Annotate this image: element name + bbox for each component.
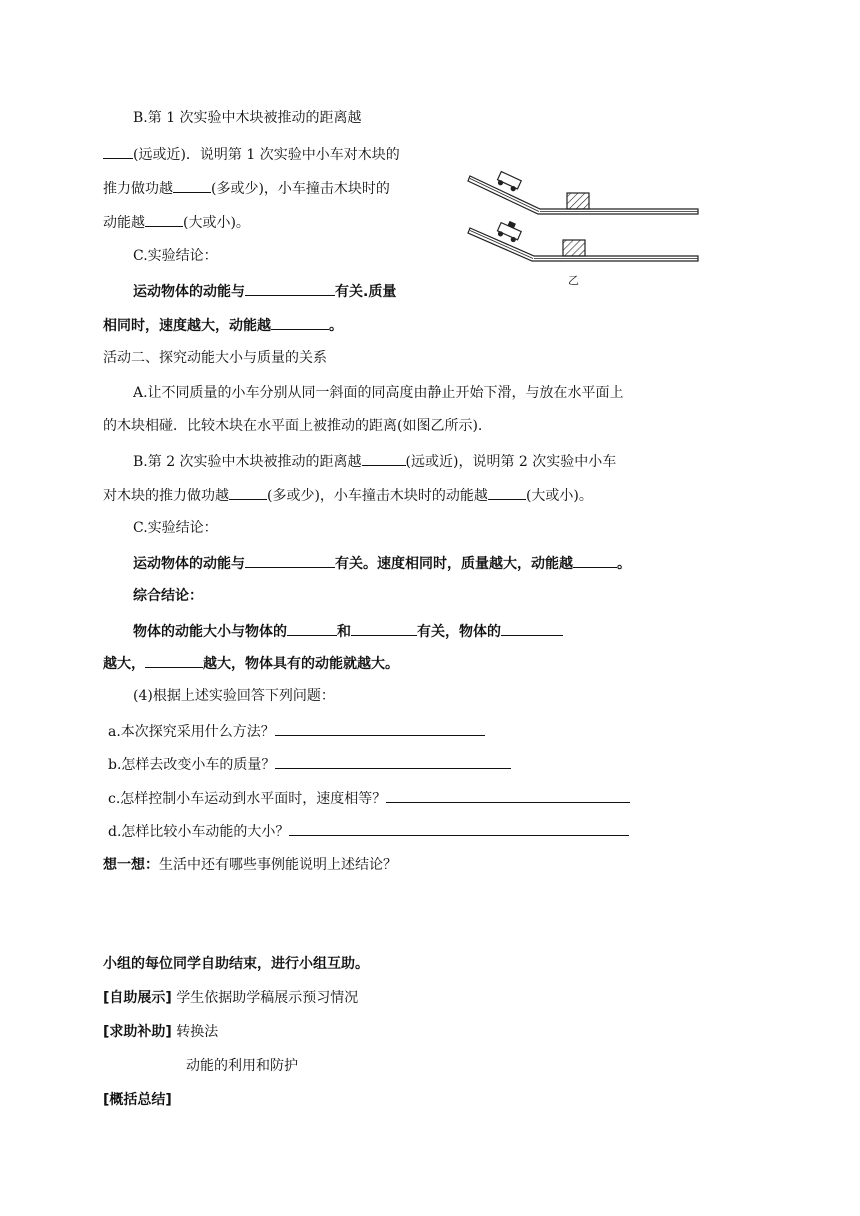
- cart-bottom: [496, 218, 523, 243]
- block-top: [567, 193, 589, 209]
- blank[interactable]: [173, 177, 211, 193]
- answer-c-blank[interactable]: [386, 787, 630, 803]
- blank[interactable]: [488, 484, 526, 500]
- a2-title: 活动二、探究动能大小与质量的关系: [103, 350, 327, 366]
- a1-b-line2: (远或近)．说明第 1 次实验中小车对木块的: [103, 143, 400, 165]
- summary-title: 综合结论：: [133, 588, 203, 604]
- a1-conclusion-line1: 运动物体的动能与 有关.质量: [133, 280, 396, 302]
- summary-label: [概括总结]: [103, 1092, 172, 1108]
- help-line: [求助补助] 转换法: [103, 1024, 219, 1040]
- a2-conclusion: 运动物体的动能与 有关。速度相同时，质量越大，动能越 。: [133, 552, 631, 574]
- blank[interactable]: [287, 620, 337, 636]
- blank[interactable]: [103, 143, 133, 159]
- answer-b-blank[interactable]: [275, 753, 511, 769]
- a1-b-line3: 推力做功越 (多或少)，小车撞击木块时的: [103, 177, 390, 199]
- answer-d-blank[interactable]: [289, 820, 629, 836]
- blank[interactable]: [245, 280, 335, 296]
- a2-b-line2: 对木块的推力做功越 (多或少)，小车撞击木块时的动能越 (大或小)。: [103, 484, 593, 506]
- a2-c-title: C.实验结论：: [133, 520, 218, 536]
- summary-line2: 越大， 越大，物体具有的动能就越大。: [103, 652, 399, 674]
- figure-label: 乙: [568, 274, 579, 287]
- blank[interactable]: [145, 211, 183, 227]
- summary-line1: 物体的动能大小与物体的 和 有关，物体的: [133, 620, 563, 642]
- a1-b-line1: B.第 1 次实验中木块被推动的距离越: [133, 110, 362, 126]
- blank[interactable]: [229, 484, 267, 500]
- self-show: [自助展示] 学生依据助学稿展示预习情况: [103, 990, 359, 1006]
- a2-b-line1: B.第 2 次实验中木块被推动的距离越 (远或近)，说明第 2 次实验中小车: [133, 450, 616, 472]
- experiment-figure: [462, 160, 706, 290]
- group-intro: 小组的每位同学自助结束，进行小组互助。: [103, 956, 369, 972]
- question-d: d.怎样比较小车动能的大小？: [108, 820, 629, 842]
- question-b: b.怎样去改变小车的质量？: [108, 753, 511, 775]
- blank[interactable]: [501, 620, 563, 636]
- answer-a-blank[interactable]: [275, 720, 485, 736]
- blank[interactable]: [351, 620, 417, 636]
- blank[interactable]: [245, 552, 335, 568]
- questions-intro: (4)根据上述实验回答下列问题：: [133, 688, 335, 704]
- blank[interactable]: [271, 314, 329, 330]
- help-line2: 动能的利用和防护: [186, 1058, 298, 1074]
- blank[interactable]: [362, 450, 406, 466]
- question-c: c.怎样控制小车运动到水平面时，速度相等？: [108, 787, 630, 809]
- block-bottom: [563, 240, 585, 256]
- a1-conclusion-line2: 相同时，速度越大，动能越 。: [103, 314, 343, 336]
- a1-c-title: C.实验结论：: [133, 248, 218, 264]
- think-line: 想一想：生活中还有哪些事例能说明上述结论？: [103, 857, 397, 873]
- question-a: a.本次探究采用什么方法？: [108, 720, 485, 742]
- blank[interactable]: [145, 652, 203, 668]
- a2-a-line1: A.让不同质量的小车分别从同一斜面的同高度由静止开始下滑，与放在水平面上: [133, 385, 624, 401]
- a1-b-line4: 动能越 (大或小)。: [103, 211, 250, 233]
- a2-a-line2: 的木块相碰．比较木块在水平面上被推动的距离(如图乙所示).: [103, 418, 483, 434]
- blank[interactable]: [573, 552, 617, 568]
